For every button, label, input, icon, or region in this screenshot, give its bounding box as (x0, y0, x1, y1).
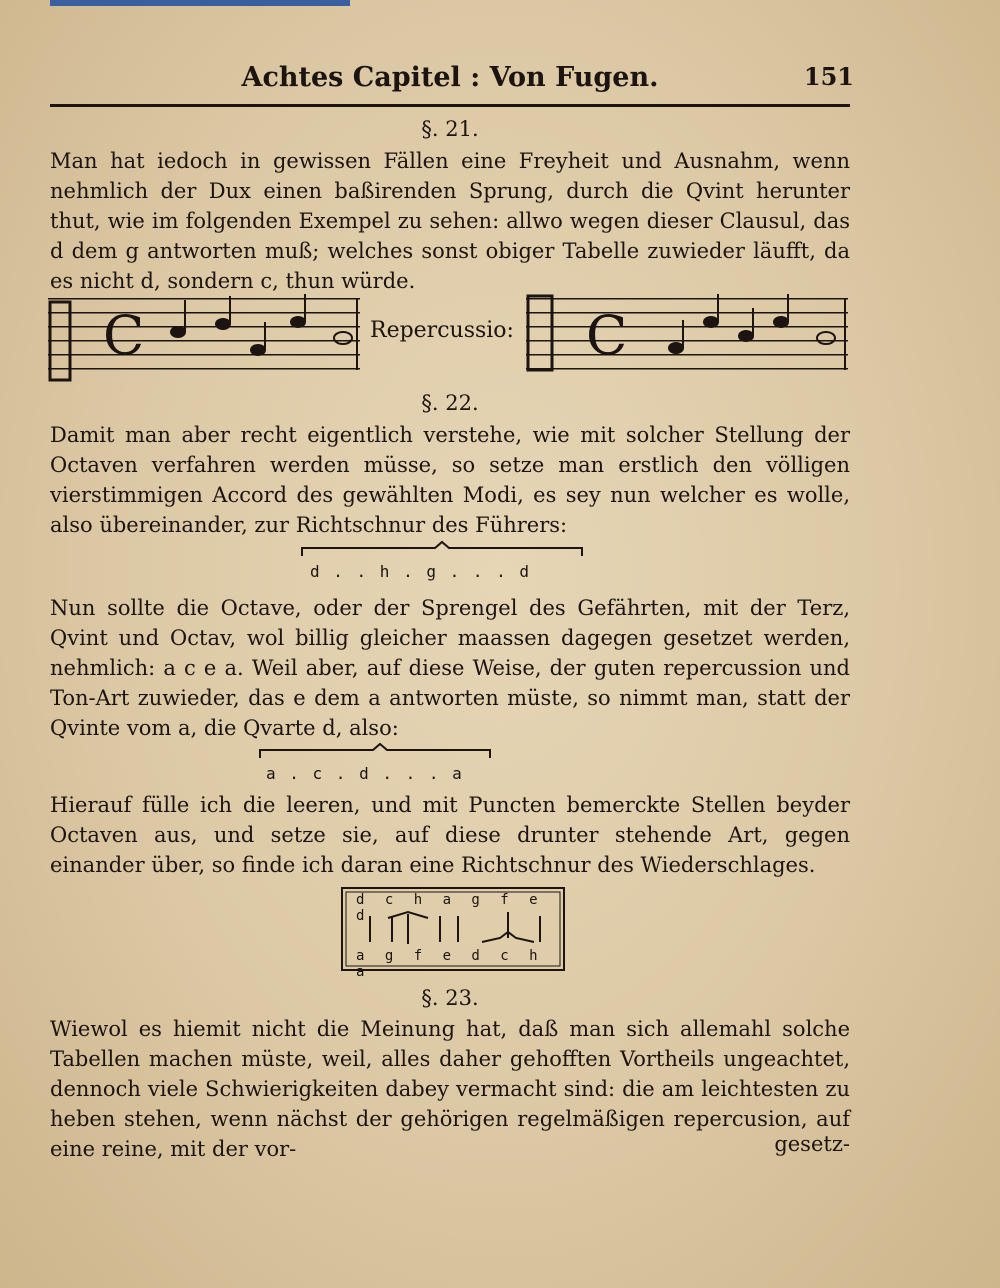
svg-text:C: C (103, 304, 145, 367)
brace-2 (258, 742, 493, 760)
brace-1 (300, 540, 585, 558)
header-rule (50, 104, 850, 107)
table-row-top: d c h a g f e d (356, 892, 544, 924)
paragraph-22-end: Hierauf fülle ich die leeren, und mit Puncten bemerckte Stellen beyder Octaven aus, und setze sie, auf diese drunter stehende Art, gegen einander über, so finde ich daran eine Richtschnur des Wiederschlages. (50, 793, 850, 877)
catchword: gesetz- (774, 1132, 850, 1156)
formula-dux-octave: d . . h . g . . . d (310, 562, 532, 581)
svg-text:C: C (586, 304, 628, 367)
running-title: Achtes Capitel : Von Fugen. (241, 62, 659, 93)
repercussio-label: Repercussio: (370, 318, 514, 343)
formula-comes-octave: a . c . d . . . a (266, 764, 464, 783)
octave-comparison-table (340, 886, 566, 980)
music-staff-dux (48, 292, 360, 384)
section-heading-22: §. 22. (421, 391, 479, 415)
paragraph-22-intro: Damit man aber recht eigentlich verstehe, wie mit solcher Stellung der Octaven verfahren werden müsse, so setze man erstlich den völligen vierstimmigen Accord des gewählten Modi, es sey nun welcher es wolle, also übereinander, zur Richtschnur des Führers: (50, 423, 850, 537)
paragraph-23: Wiewol es hiemit nicht die Meinung hat, daß man sich allemahl solche Tabellen machen müste, weil, alles daher gehofften Vortheils ungeachtet, dennoch viele Schwierigkeiten dabey vermacht sind: die am leichtesten zu heben stehen, wenn nächst der gehörigen regelmäßigen repercusion, auf eine reine, mit der vor- (50, 1017, 850, 1161)
paragraph-21: Man hat iedoch in gewissen Fällen eine Freyheit und Ausnahm, wenn nehmlich der Dux einen baßirenden Sprung, durch die Qvint herunter thut, wie im folgenden Exempel zu sehen: allwo wegen dieser Clausul, das d dem g antworten muß; welches sonst obiger Tabelle zuwieder läufft, da es nicht d, sondern c, thun würde. (50, 149, 850, 293)
section-heading-23: §. 23. (421, 986, 479, 1010)
music-staff-comes (526, 292, 848, 384)
page-header (50, 58, 854, 98)
table-row-bottom: a g f e d c h a (356, 948, 544, 980)
scan-edge-strip (50, 0, 350, 6)
page-number: 151 (803, 62, 854, 91)
paragraph-22-middle: Nun sollte die Octave, oder der Sprengel des Gefährten, mit der Terz, Qvint und Octav, wol billig gleicher maassen dagegen gesetzet werden, nehmlich: a c e a. Weil aber, auf diese Weise, der guten repercussion und Ton-Art zuwieder, das e dem a antworten müste, so nimmt man, statt der Qvinte vom a, die Qvarte d, also: (50, 596, 850, 740)
section-heading-21: §. 21. (421, 117, 479, 141)
